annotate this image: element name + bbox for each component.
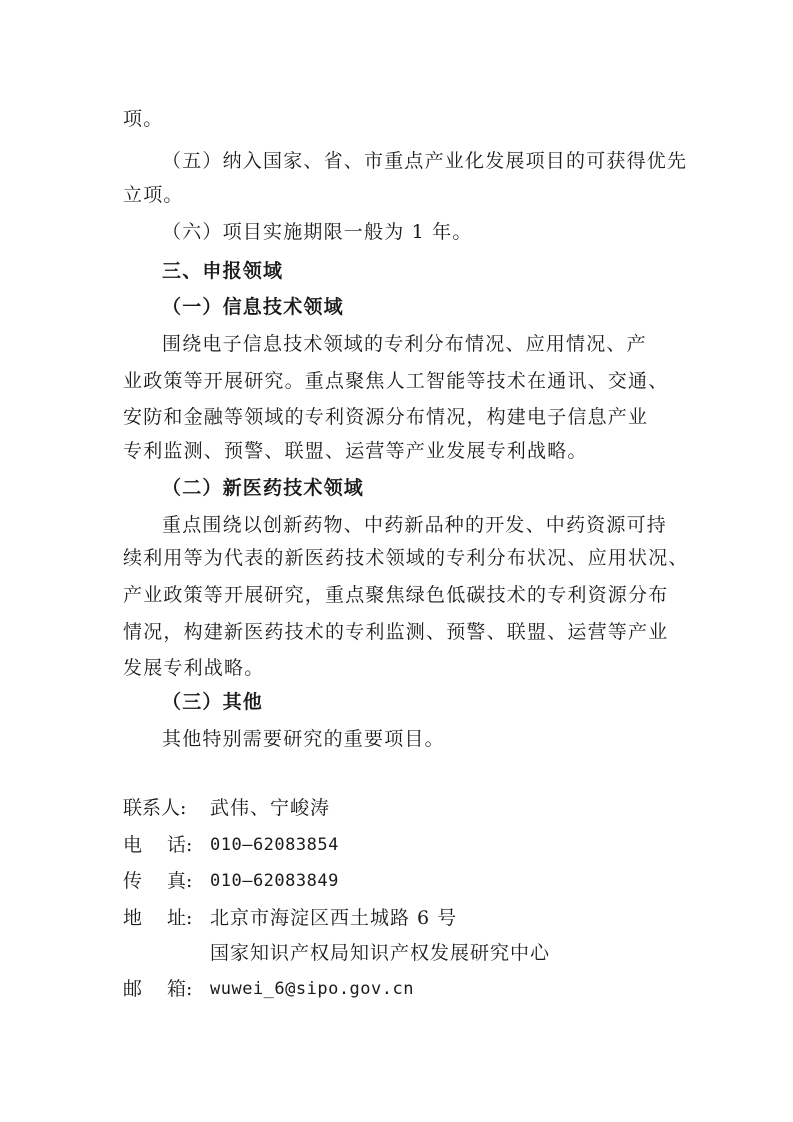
item-5-line-1: （五）纳入国家、省、市重点产业化发展项目的可获得优先: [162, 150, 688, 172]
subsection-2-line-1: 重点围绕以创新药物、中药新品种的开发、中药资源可持: [162, 514, 668, 536]
email-label: 邮 箱:: [123, 978, 193, 1000]
subsection-3-heading: （三）其他: [162, 691, 264, 713]
address-label: 地 址:: [123, 907, 193, 929]
fax-label: 传 真:: [123, 870, 193, 892]
subsection-2-line-4: 情况，构建新医药技术的专利监测、预警、联盟、运营等产业: [123, 621, 669, 643]
subsection-1-heading: （一）信息技术领域: [162, 296, 344, 318]
section-3-heading: 三、申报领域: [162, 260, 284, 282]
fax-value: 010—62083849: [210, 871, 339, 891]
phone-value: 010—62083854: [210, 835, 339, 855]
subsection-1-line-3: 安防和金融等领域的专利资源分布情况，构建电子信息产业: [123, 406, 649, 428]
paragraph-tail: 项。: [123, 108, 164, 130]
subsection-2-line-3: 产业政策等开展研究，重点聚焦绿色低碳技术的专利资源分布: [123, 584, 669, 606]
email-value[interactable]: wuwei_6@sipo.gov.cn: [210, 979, 414, 999]
subsection-3-line-1: 其他特别需要研究的重要项目。: [162, 728, 445, 750]
address-line-1: 北京市海淀区西土城路 6 号: [210, 907, 458, 929]
subsection-1-line-2: 业政策等开展研究。重点聚焦人工智能等技术在通讯、交通、: [123, 370, 669, 392]
phone-label: 电 话:: [123, 834, 193, 856]
address-line-2: 国家知识产权局知识产权发展研究中心: [210, 942, 551, 964]
subsection-1-line-4: 专利监测、预警、联盟、运营等产业发展专利战略。: [123, 440, 588, 462]
subsection-2-line-5: 发展专利战略。: [123, 657, 265, 679]
subsection-2-heading: （二）新医药技术领域: [162, 477, 365, 499]
subsection-1-line-1: 围绕电子信息技术领域的专利分布情况、应用情况、产: [162, 333, 647, 355]
subsection-2-line-2: 续利用等为代表的新医药技术领域的专利分布状况、应用状况、: [123, 547, 689, 569]
item-6: （六）项目实施期限一般为 1 年。: [162, 221, 473, 243]
contact-person-value: 武伟、宁峻涛: [210, 797, 331, 819]
contact-person-label: 联系人:: [123, 797, 187, 819]
item-5-line-2: 立项。: [123, 184, 184, 206]
